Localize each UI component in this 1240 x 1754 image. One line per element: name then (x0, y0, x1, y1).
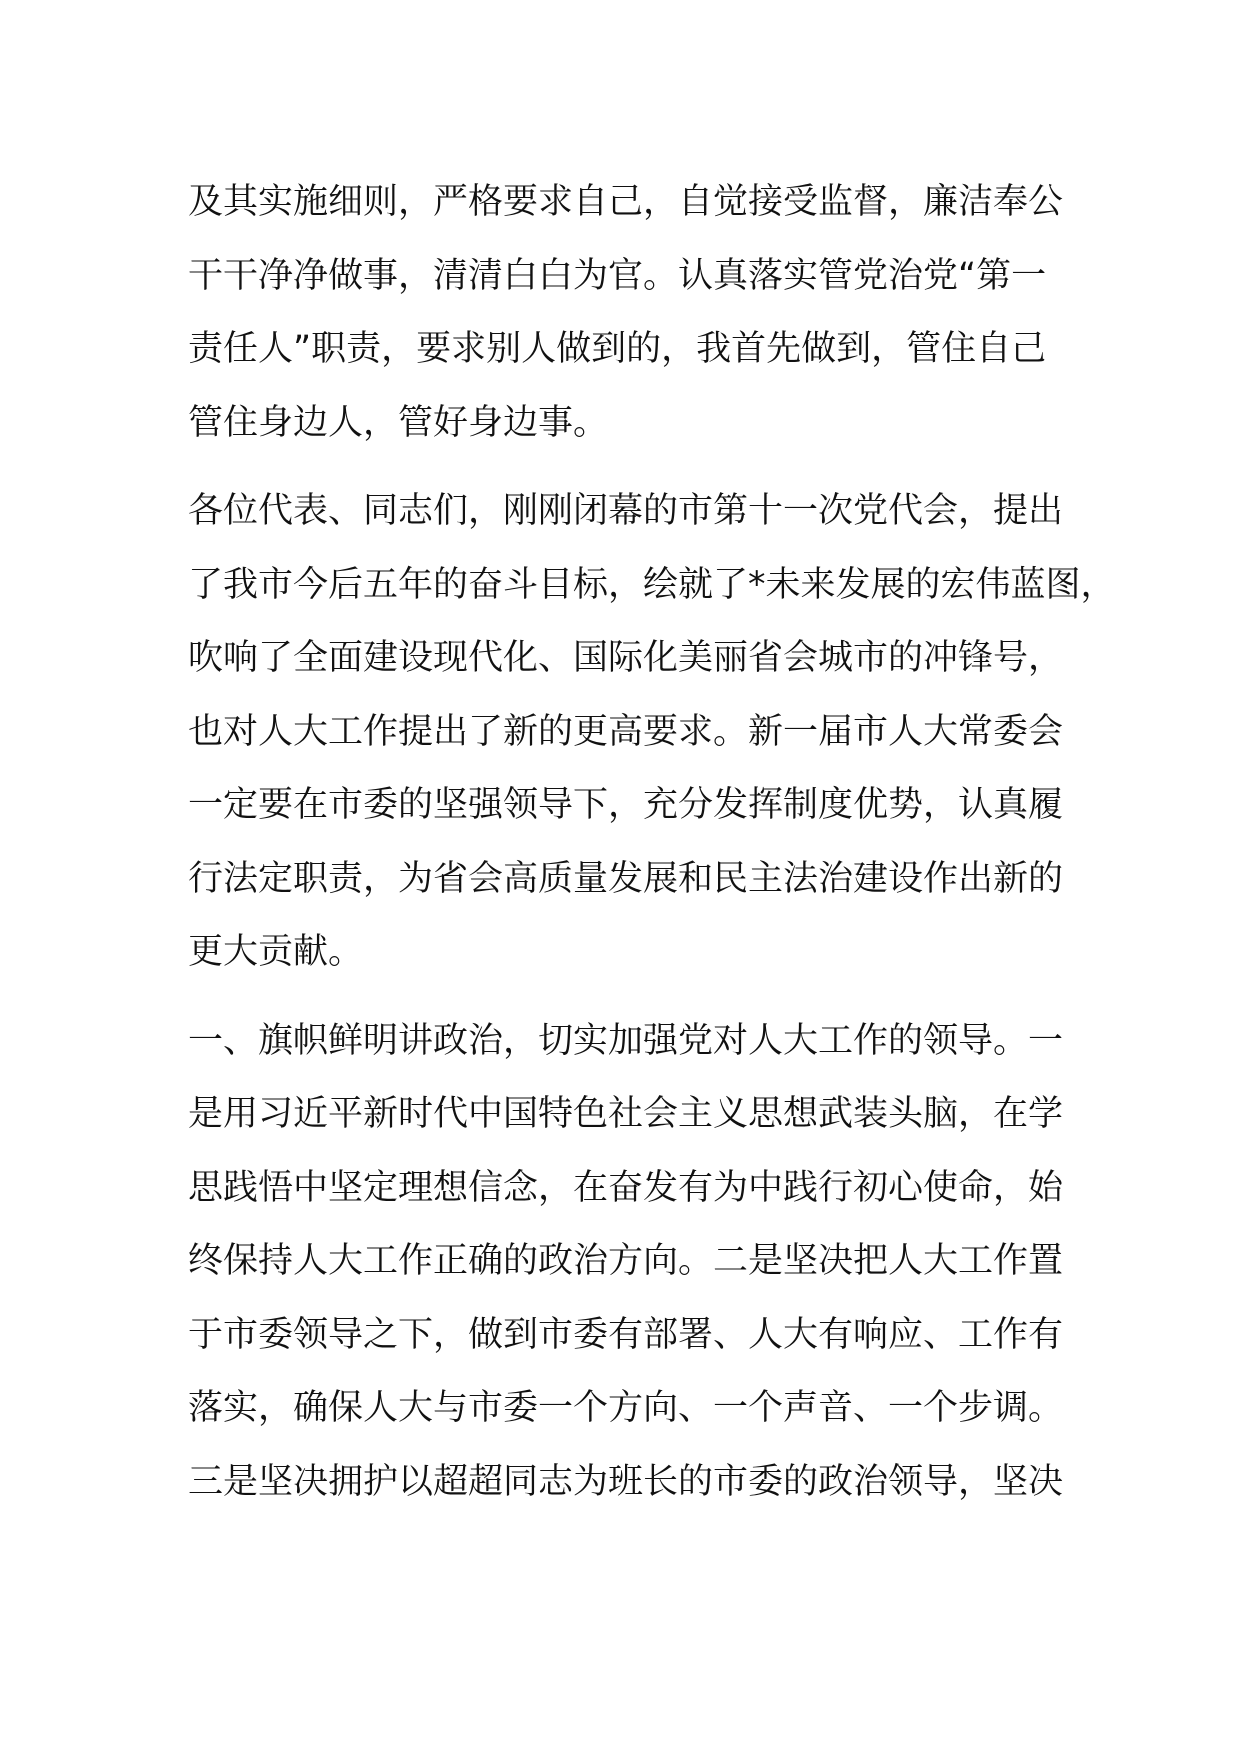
paragraph-2 (188, 475, 1116, 990)
text-line: 及其实施细则，严格要求自己，自觉接受监督，廉洁奉公 (188, 182, 1064, 222)
text-line: 一、旗帜鲜明讲政治，切实加强党对人大工作的领导。一 (188, 1020, 1064, 1061)
document-body (188, 166, 1116, 1519)
text-line: 三是坚决拥护以超超同志为班长的市委的政治领导，坚决 (188, 1461, 1064, 1502)
text-line: 更大贡献。 (188, 932, 364, 972)
text-line: 干干净净做事，清清白白为官。认真落实管党治党“第一 (188, 255, 1047, 296)
text-line: 了我市今后五年的奋斗目标，绘就了*未来发展的宏伟蓝图， (188, 564, 1116, 605)
text-line: 终保持人大工作正确的政治方向。二是坚决把人大工作置 (188, 1241, 1064, 1281)
text-line: 是用习近平新时代中国特色社会主义思想武装头脑，在学 (188, 1094, 1064, 1134)
text-line: 责任人”职责，要求别人做到的，我首先做到，管住自己 (188, 329, 1047, 369)
text-line: 于市委领导之下，做到市委有部署、人大有响应、工作有 (188, 1314, 1064, 1355)
text-line: 思践悟中坚定理想信念，在奋发有为中践行初心使命，始 (188, 1167, 1064, 1208)
paragraph-3 (188, 1005, 1088, 1520)
text-line: 各位代表、同志们，刚刚闭幕的市第十一次党代会，提出 (188, 491, 1064, 531)
text-line: 一定要在市委的坚强领导下，充分发挥制度优势，认真履 (188, 785, 1064, 825)
text-line: 管住身边人，管好身边事。 (188, 402, 609, 443)
text-line: 落实，确保人大与市委一个方向、一个声音、一个步调。 (188, 1388, 1064, 1428)
text-line: 吹响了全面建设现代化、国际化美丽省会城市的冲锋号， (188, 638, 1064, 678)
paragraph-1 (188, 166, 1088, 460)
text-line: 行法定职责，为省会高质量发展和民主法治建设作出新的 (188, 858, 1064, 899)
text-line: 也对人大工作提出了新的更高要求。新一届市人大常委会 (188, 711, 1064, 752)
